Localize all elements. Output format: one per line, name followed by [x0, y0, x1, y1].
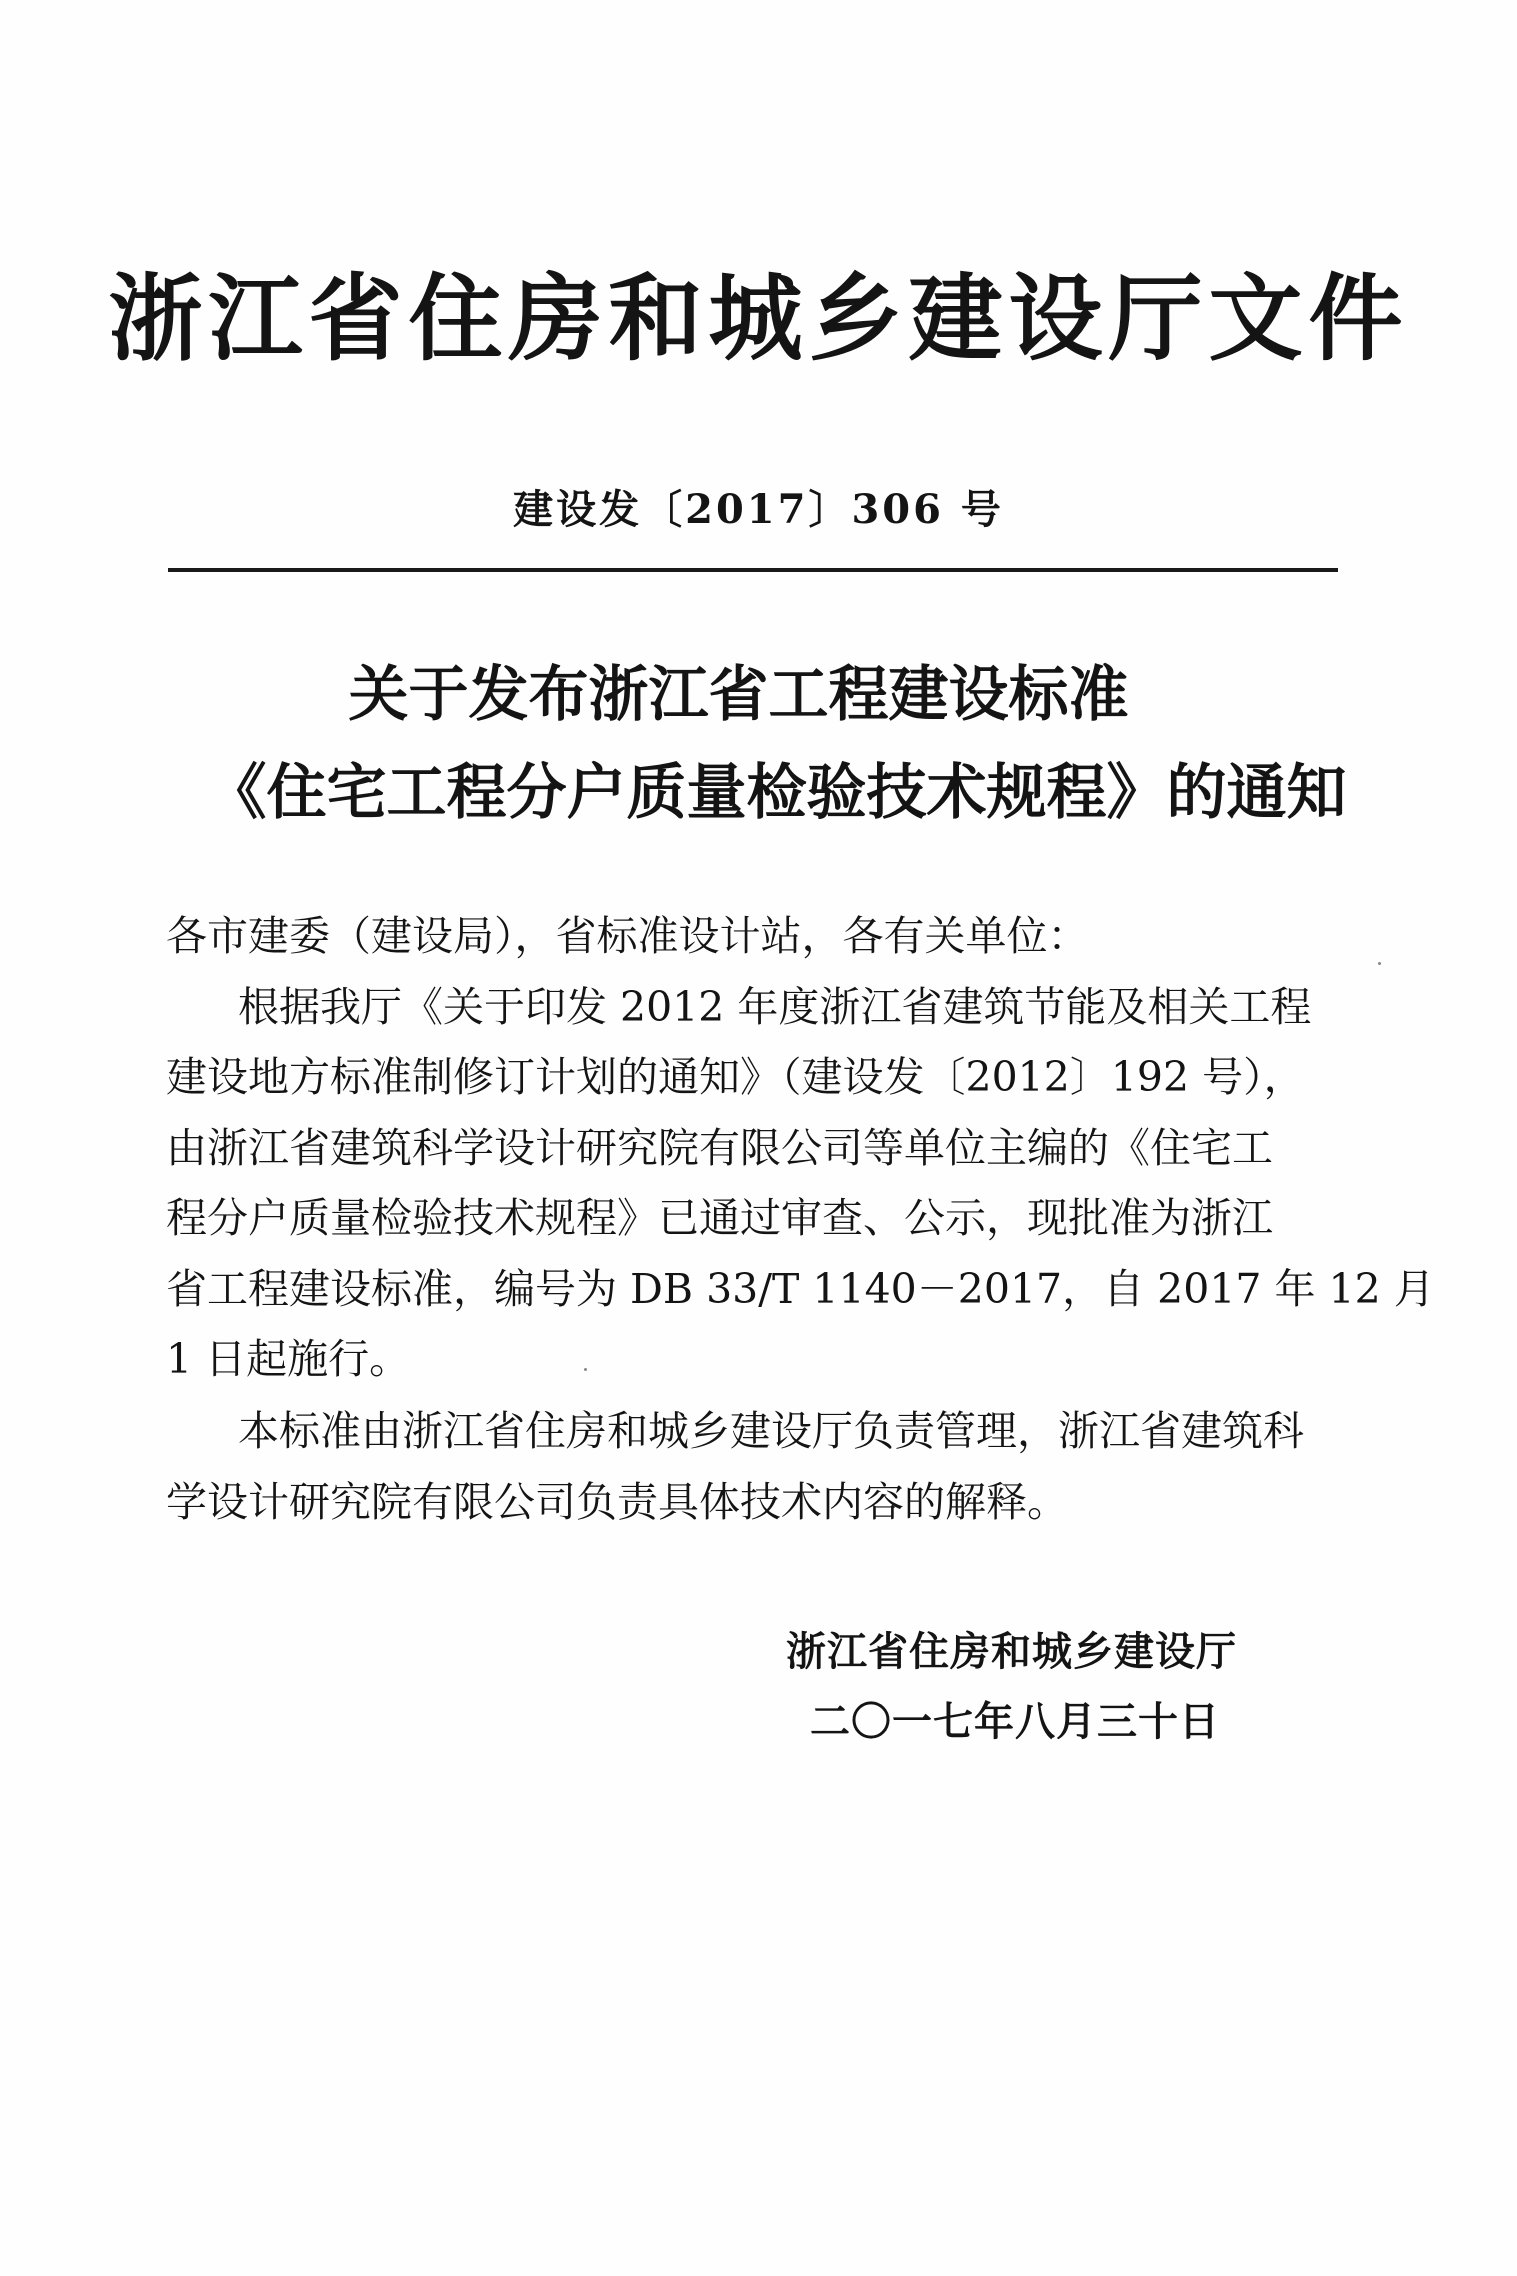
paragraph-1-line: 由浙江省建筑科学设计研究院有限公司等单位主编的《住宅工: [166, 1124, 1273, 1172]
issuer-signature: 浙江省住房和城乡建设厅: [786, 1629, 1237, 1675]
scan-speck: [1378, 962, 1381, 965]
document-header-title: 浙江省住房和城乡建设厅文件: [108, 265, 1409, 374]
header-divider: [168, 568, 1338, 572]
salutation: 各市建委（建设局），省标准设计站，各有关单位：: [166, 912, 1089, 960]
paragraph-1-line: 程分户质量检验技术规程》已通过审查、公示，现批准为浙江: [166, 1194, 1273, 1242]
paragraph-2-line: 学设计研究院有限公司负责具体技术内容的解释。: [166, 1478, 1068, 1526]
paragraph-1-line: 根据我厅《关于印发 2012 年度浙江省建筑节能及相关工程: [238, 983, 1312, 1031]
notice-title-line-2: 《住宅工程分户质量检验技术规程》的通知: [206, 758, 1347, 828]
document-number: 建设发〔2017〕306 号: [513, 486, 1004, 533]
paragraph-2-line: 本标准由浙江省住房和城乡建设厅负责管理，浙江省建筑科: [238, 1407, 1304, 1455]
paragraph-1-line: 省工程建设标准，编号为 DB 33/T 1140－2017，自 2017 年 12 月: [166, 1265, 1435, 1313]
paragraph-1-line: 建设地方标准制修订计划的通知》（建设发〔2012〕192 号），: [166, 1053, 1305, 1101]
issue-date: 二〇一七年八月三十日: [810, 1699, 1220, 1745]
scan-speck: [584, 1368, 587, 1371]
paragraph-1-line: 1 日起施行。: [166, 1335, 411, 1383]
notice-title-line-1: 关于发布浙江省工程建设标准: [348, 660, 1129, 730]
